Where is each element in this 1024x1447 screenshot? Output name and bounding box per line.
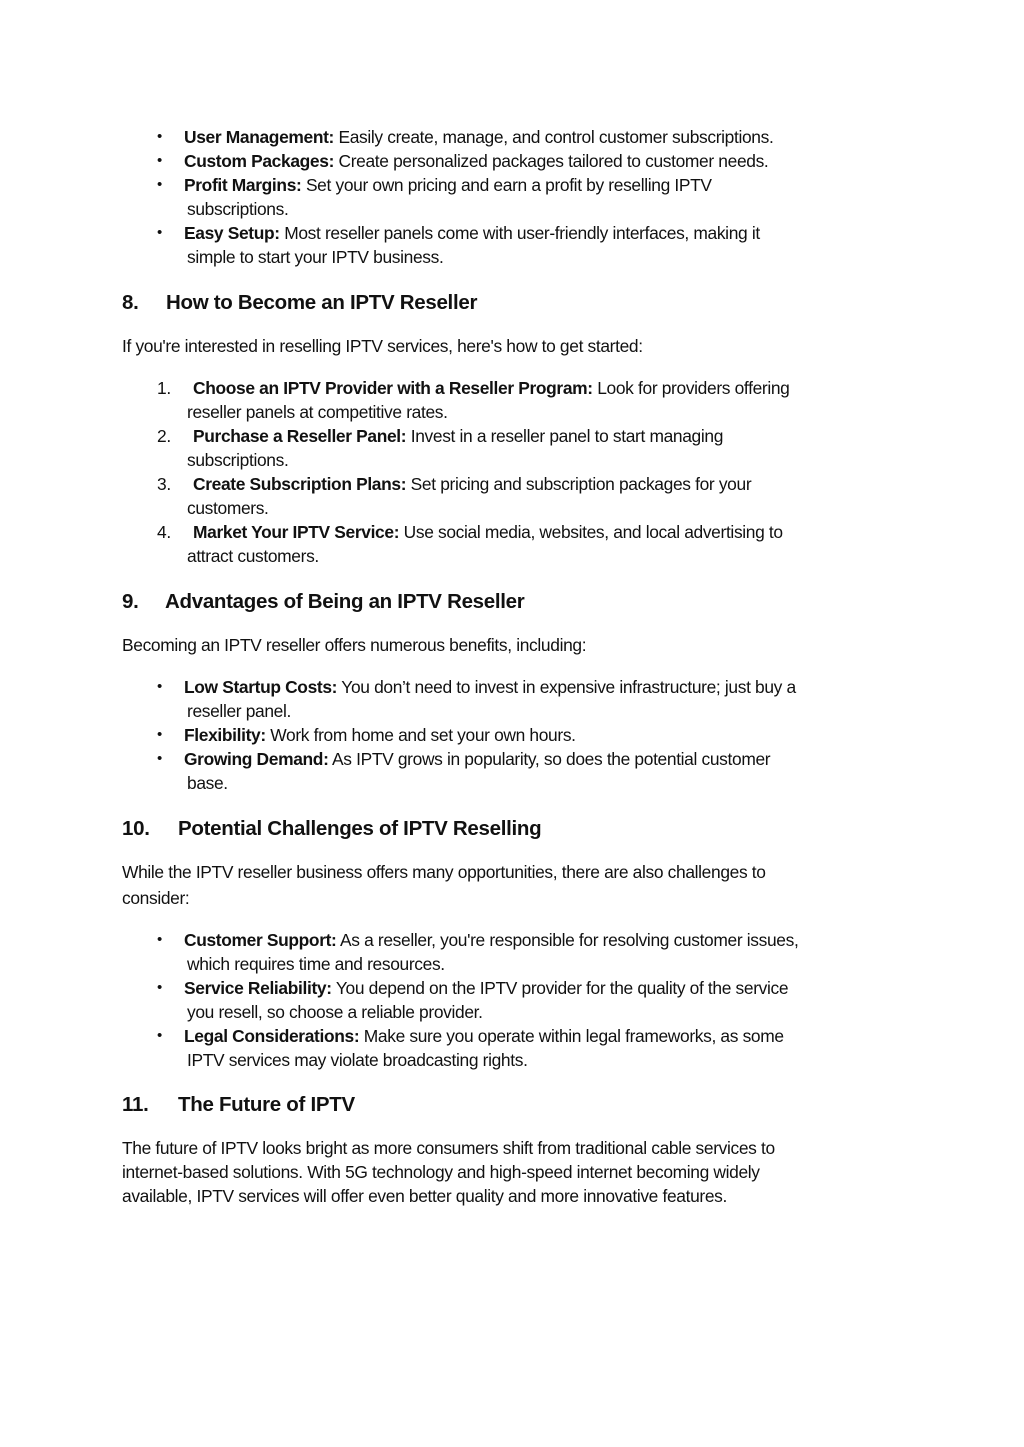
section-intro-continued: consider: [122,888,190,908]
item-text: Easily create, manage, and control customer subscriptions. [338,127,774,147]
item-text: You depend on the IPTV provider for the quality of the service [335,978,789,998]
item-term: Easy Setup: [184,223,280,243]
section-title: The Future of IPTV [178,1093,355,1116]
section-heading [122,816,541,842]
item-text-continued: reseller panels at competitive rates. [187,402,448,422]
section-number: 11. [122,1093,149,1116]
bullet-icon: • [157,1027,162,1044]
item-text: Make sure you operate within legal frameworks, as some [363,1026,784,1046]
item-term: Market Your IPTV Service: [193,522,400,542]
item-text: Invest in a reseller panel to start managing [410,426,724,446]
section-heading [122,589,524,615]
section-number: 10. [122,817,150,840]
item-term: Customer Support: [184,930,337,950]
item-term: Flexibility: [184,725,266,745]
section-intro: If you're interested in reselling IPTV services, here's how to get started: [122,336,643,356]
item-term: Service Reliability: [184,978,332,998]
step-number: 2. [157,426,171,446]
step-number: 3. [157,474,171,494]
item-text-continued: base. [187,773,228,793]
item-term: Legal Considerations: [184,1026,360,1046]
body-paragraph-line: internet-based solutions. With 5G technology and high-speed internet becoming widely [122,1162,760,1182]
item-text: As IPTV grows in popularity, so does the potential customer [332,749,771,769]
item-term: Custom Packages: [184,151,335,171]
section-intro: While the IPTV reseller business offers many opportunities, there are also challenges to [122,862,766,882]
item-text: Work from home and set your own hours. [270,725,576,745]
section-title: How to Become an IPTV Reseller [166,291,478,314]
bullet-icon: • [157,750,162,767]
item-text: As a reseller, you're responsible for resolving customer issues, [340,930,799,950]
item-text-continued: customers. [187,498,269,518]
item-text-continued: IPTV services may violate broadcasting rights. [187,1050,528,1070]
section-intro: Becoming an IPTV reseller offers numerous benefits, including: [122,635,587,655]
body-paragraph-line: available, IPTV services will offer even better quality and more innovative features. [122,1186,728,1206]
bullet-icon: • [157,128,162,145]
body-paragraph-line: The future of IPTV looks bright as more consumers shift from traditional cable services to [122,1138,775,1158]
bullet-icon: • [157,152,162,169]
section-title: Potential Challenges of IPTV Reselling [178,817,542,840]
bullet-icon: • [157,931,162,948]
section-heading [122,290,477,316]
item-text-continued: subscriptions. [187,199,289,219]
item-term: Low Startup Costs: [184,677,338,697]
item-text-continued: reseller panel. [187,701,291,721]
bullet-icon: • [157,176,162,193]
item-term: Profit Margins: [184,175,302,195]
section-title: Advantages of Being an IPTV Reseller [165,590,525,613]
item-text-continued: which requires time and resources. [187,954,445,974]
item-text: Set your own pricing and earn a profit by reselling IPTV [305,175,712,195]
item-text: Create personalized packages tailored to customer needs. [338,151,769,171]
bullet-icon: • [157,726,162,743]
bullet-icon: • [157,678,162,695]
item-text-continued: subscriptions. [187,450,289,470]
item-term: Choose an IPTV Provider with a Reseller Program: [193,378,593,398]
item-text-continued: you resell, so choose a reliable provider. [187,1002,483,1022]
item-text: Set pricing and subscription packages for your [410,474,752,494]
section-number: 8. [122,291,139,314]
item-text: Use social media, websites, and local advertising to [403,522,783,542]
item-term: Purchase a Reseller Panel: [193,426,407,446]
item-text-continued: attract customers. [187,546,319,566]
bullet-icon: • [157,224,162,241]
step-number: 1. [157,378,171,398]
step-number: 4. [157,522,171,542]
section-heading [122,1092,355,1118]
bullet-icon: • [157,979,162,996]
item-text: You don’t need to invest in expensive infrastructure; just buy a [341,677,796,697]
item-term: Create Subscription Plans: [193,474,407,494]
item-text: Most reseller panels come with user-friendly interfaces, making it [284,223,760,243]
item-text-continued: simple to start your IPTV business. [187,247,444,267]
item-text: Look for providers offering [597,378,790,398]
item-term: Growing Demand: [184,749,329,769]
item-term: User Management: [184,127,334,147]
section-number: 9. [122,590,139,613]
